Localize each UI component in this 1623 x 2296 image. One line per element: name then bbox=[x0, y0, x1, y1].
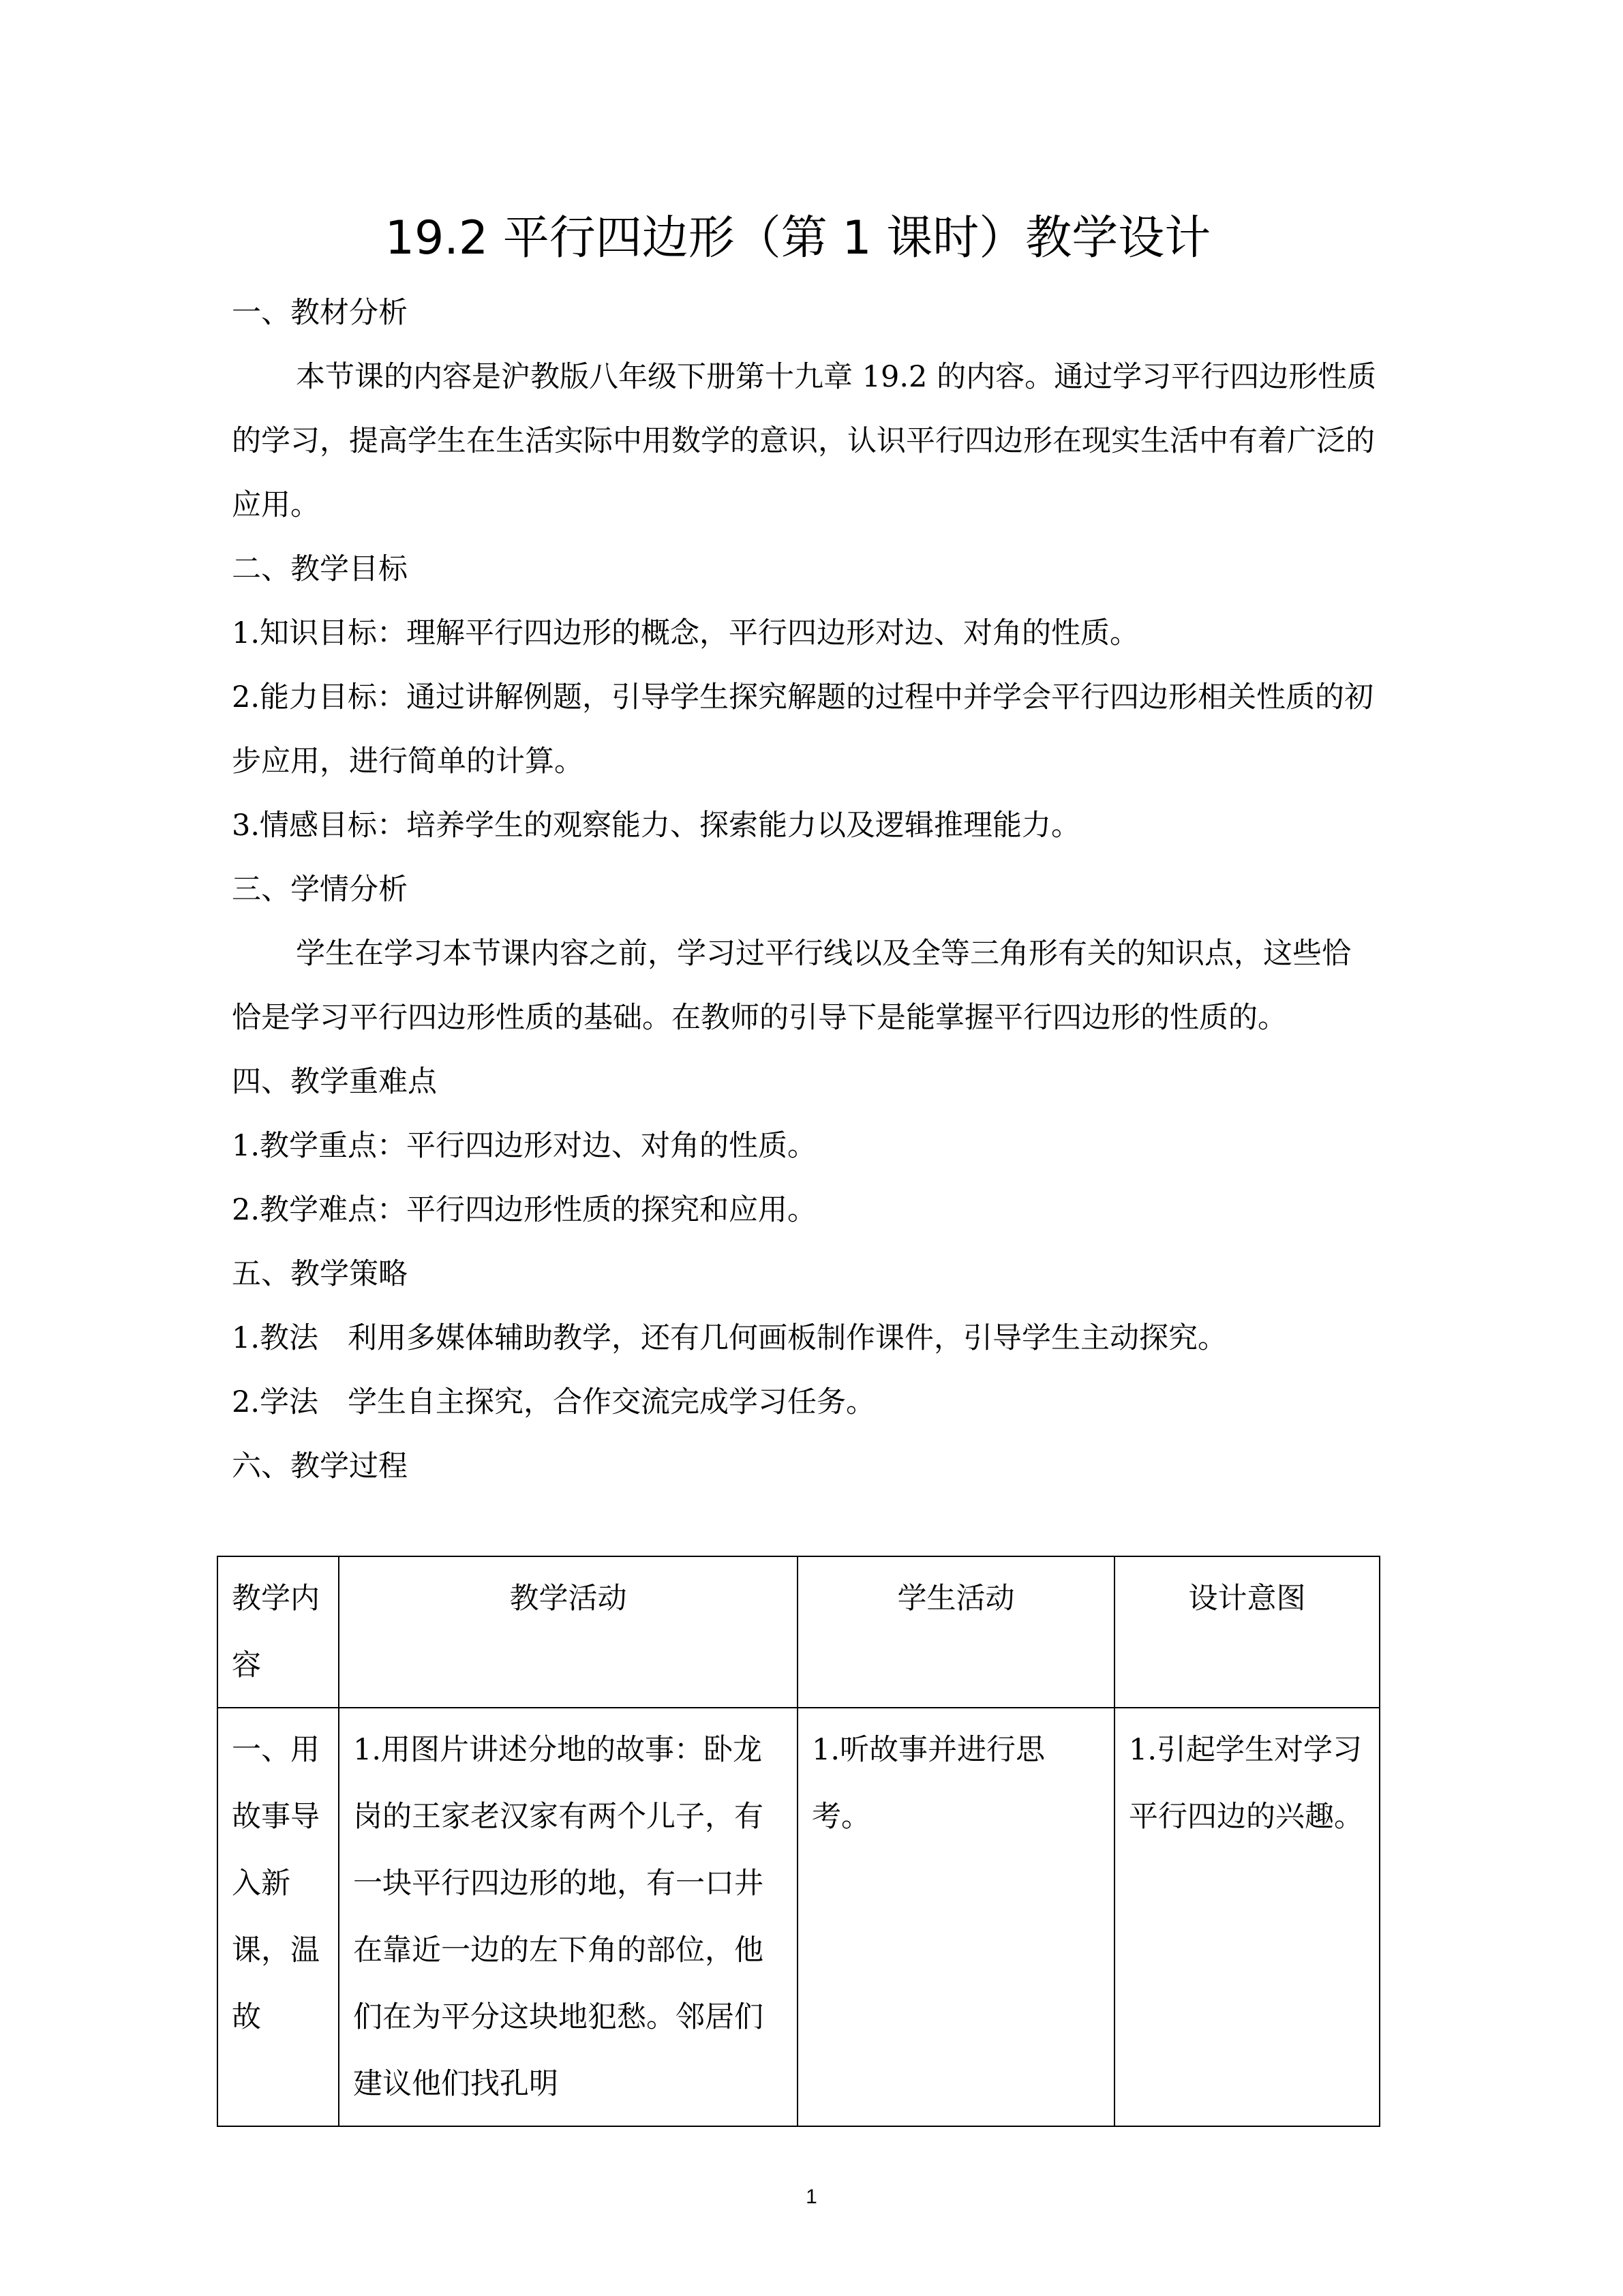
page-number: 1 bbox=[806, 2186, 817, 2208]
goal-ability: 2.能力目标：通过讲解例题，引导学生探究解题的过程中并学会平行四边形相关性质的初步应用，进行简单的计算。 bbox=[232, 680, 1374, 779]
key-point: 1.教学重点：平行四边形对边、对角的性质。 bbox=[232, 1129, 817, 1163]
section-heading-key-points: 四、教学重难点 bbox=[232, 1065, 437, 1099]
header-design-intent: 设计意图 bbox=[1114, 1556, 1380, 1708]
strategy-learning-method: 2.学法 学生自主探究，合作交流完成学习任务。 bbox=[232, 1385, 876, 1419]
section-heading-teaching-goals: 二、教学目标 bbox=[232, 552, 408, 586]
table-row bbox=[217, 1708, 1380, 2126]
table-header-row bbox=[217, 1556, 1380, 1708]
strategy-teaching-method: 1.教法 利用多媒体辅助教学，还有几何画板制作课件，引导学生主动探究。 bbox=[232, 1321, 1228, 1355]
cell-student-activity: 1.听故事并进行思考。 bbox=[798, 1708, 1114, 2126]
cell-content: 一、用故事导入新课，温故 bbox=[217, 1708, 339, 2126]
section-heading-strategies: 五、教学策略 bbox=[232, 1257, 408, 1291]
cell-design-intent: 1.引起学生对学习平行四边的兴趣。 bbox=[1114, 1708, 1380, 2126]
paragraph-textbook-analysis: 本节课的内容是沪教版八年级下册第十九章 19.2 的内容。通过学习平行四边形性质的学习，提高学生在生活实际中用数学的意识，认识平行四边形在现实生活中有着广泛的应用。 bbox=[232, 360, 1377, 522]
cell-teacher-activity: 1.用图片讲述分地的故事：卧龙岗的王家老汉家有两个儿子，有一块平行四边形的地，有一口井在靠近一边的左下角的部位，他们在为平分这块地犯愁。邻居们建议他们找孔明 bbox=[339, 1708, 798, 2126]
document-body bbox=[232, 281, 1377, 1498]
document-title: 19.2 平行四边形（第 1 课时）教学设计 bbox=[384, 211, 1211, 265]
goal-emotion: 3.情感目标：培养学生的观察能力、探索能力以及逻辑推理能力。 bbox=[232, 809, 1081, 843]
difficult-point: 2.教学难点：平行四边形性质的探究和应用。 bbox=[232, 1193, 817, 1227]
teaching-process-table bbox=[217, 1556, 1380, 2127]
header-teacher-activity: 教学活动 bbox=[339, 1556, 798, 1708]
section-heading-textbook-analysis: 一、教材分析 bbox=[232, 296, 408, 330]
header-student-activity: 学生活动 bbox=[798, 1556, 1114, 1708]
section-heading-student-analysis: 三、学情分析 bbox=[232, 873, 408, 907]
paragraph-student-analysis: 学生在学习本节课内容之前，学习过平行线以及全等三角形有关的知识点，这些恰恰是学习平行四边形性质的基础。在教师的引导下是能掌握平行四边形的性质的。 bbox=[232, 937, 1351, 1035]
section-heading-teaching-process: 六、教学过程 bbox=[232, 1449, 408, 1483]
header-content: 教学内容 bbox=[217, 1556, 339, 1708]
goal-knowledge: 1.知识目标：理解平行四边形的概念，平行四边形对边、对角的性质。 bbox=[232, 616, 1140, 650]
